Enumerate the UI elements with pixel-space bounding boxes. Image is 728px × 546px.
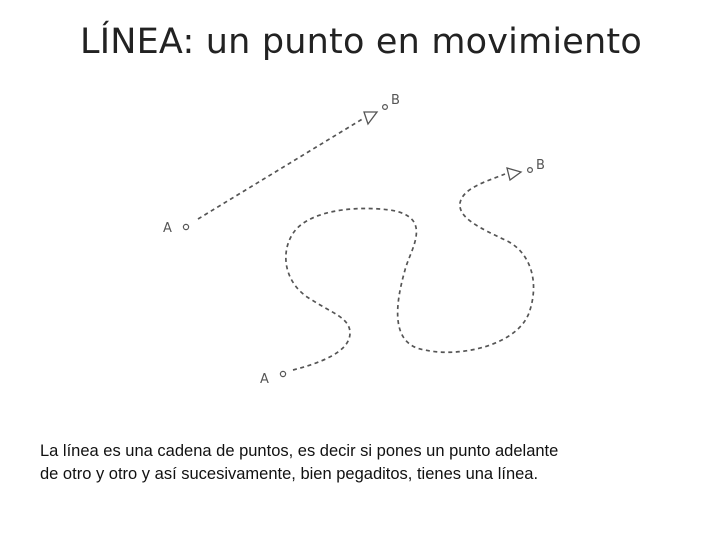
straight-path-start-label: A — [163, 221, 172, 236]
caption-line-1: La línea es una cadena de puntos, es decir si pones un punto adelante — [40, 442, 559, 460]
curved-path-dashed-line — [286, 174, 534, 370]
straight-path-dashed-line — [198, 118, 364, 219]
curved-path-arrowhead — [507, 168, 521, 180]
slide-title: LÍNEA: un punto en movimiento — [80, 22, 642, 62]
straight-path-start-point — [183, 224, 188, 229]
curved-path-figure — [260, 158, 545, 387]
curved-path-end-label: B — [536, 158, 545, 173]
straight-path-figure — [163, 93, 400, 236]
straight-path-end-label: B — [391, 93, 400, 108]
slide-caption — [40, 440, 700, 486]
curved-path-start-point — [280, 371, 285, 376]
curved-path-end-point — [528, 168, 533, 173]
caption-line-2: de otro y otro y así sucesivamente, bien pegaditos, tienes una línea. — [40, 465, 539, 483]
straight-path-end-point — [383, 105, 388, 110]
curved-path-start-label: A — [260, 372, 269, 387]
straight-path-arrowhead — [364, 112, 377, 124]
